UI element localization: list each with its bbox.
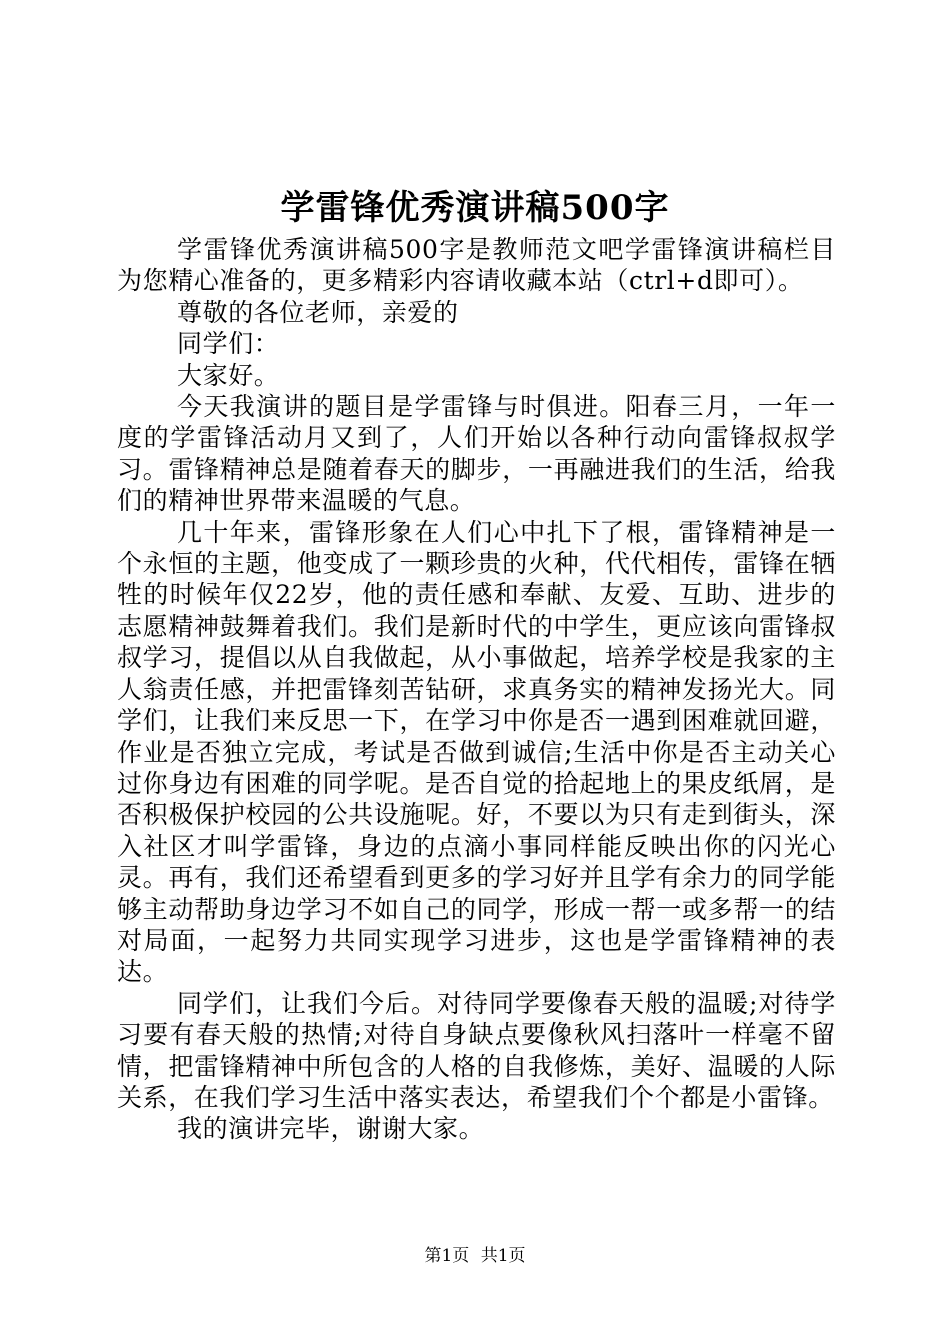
page-number: 第1页 bbox=[424, 1246, 470, 1266]
page-total: 共1页 bbox=[480, 1246, 526, 1266]
paragraph-main: 几十年来，雷锋形象在人们心中扎下了根，雷锋精神是一个永恒的主题，他变成了一颗珍贵的火种，代代相传，雷锋在牺牲的时候年仅22岁，他的责任感和奉献、友爱、互助、进步的志愿精神鼓舞着我们。我们是新时代的中学生，更应该向雷锋叔叔学习，提倡以从自我做起，从小事做起，培养学校是我家的主人翁责任感，并把雷锋刻苦钻研，求真务实的精神发扬光大。同学们，让我们来反思一下，在学习中你是否一遇到困难就回避，作业是否独立完成，考试是否做到诚信;生活中你是否主动关心过你身边有困难的同学呢。是否自觉的拾起地上的果皮纸屑，是否积极保护校园的公共设施呢。好，不要以为只有走到街头，深入社区才叫学雷锋，身边的点滴小事同样能反映出你的闪光心灵。再有，我们还希望看到更多的学习好并且学有余力的同学能够主动帮助身边学习不如自己的同学，形成一帮一或多帮一的结对局面，一起努力共同实现学习进步，这也是学雷锋精神的表达。 bbox=[117, 517, 836, 987]
paragraph-closing: 我的演讲完毕，谢谢大家。 bbox=[177, 1114, 485, 1144]
document-body bbox=[117, 234, 836, 1145]
paragraph-salutation: 尊敬的各位老师，亲爱的 bbox=[177, 297, 459, 327]
paragraph-call-to-action: 同学们，让我们今后。对待同学要像春天般的温暖;对待学习要有春天般的热情;对待自身缺点要像秋风扫落叶一样毫不留情，把雷锋精神中所包含的人格的自我修炼，美好、温暖的人际关系，在我们学习生活中落实表达，希望我们个个都是小雷锋。 bbox=[117, 988, 836, 1112]
paragraph-topic: 今天我演讲的题目是学雷锋与时俱进。阳春三月，一年一度的学雷锋活动月又到了，人们开始以各种行动向雷锋叔叔学习。雷锋精神总是随着春天的脚步，一再融进我们的生活，给我们的精神世界带来温暖的气息。 bbox=[117, 392, 836, 516]
document-title: 学雷锋优秀演讲稿500字 bbox=[280, 188, 670, 228]
paragraph-salutation-cont: 同学们： bbox=[177, 329, 280, 359]
paragraph-greeting: 大家好。 bbox=[177, 360, 280, 390]
paragraph-intro: 学雷锋优秀演讲稿500字是教师范文吧学雷锋演讲稿栏目为您精心准备的，更多精彩内容请收藏本站（ctrl+d即可）。 bbox=[117, 235, 836, 296]
page-footer bbox=[0, 1244, 950, 1268]
